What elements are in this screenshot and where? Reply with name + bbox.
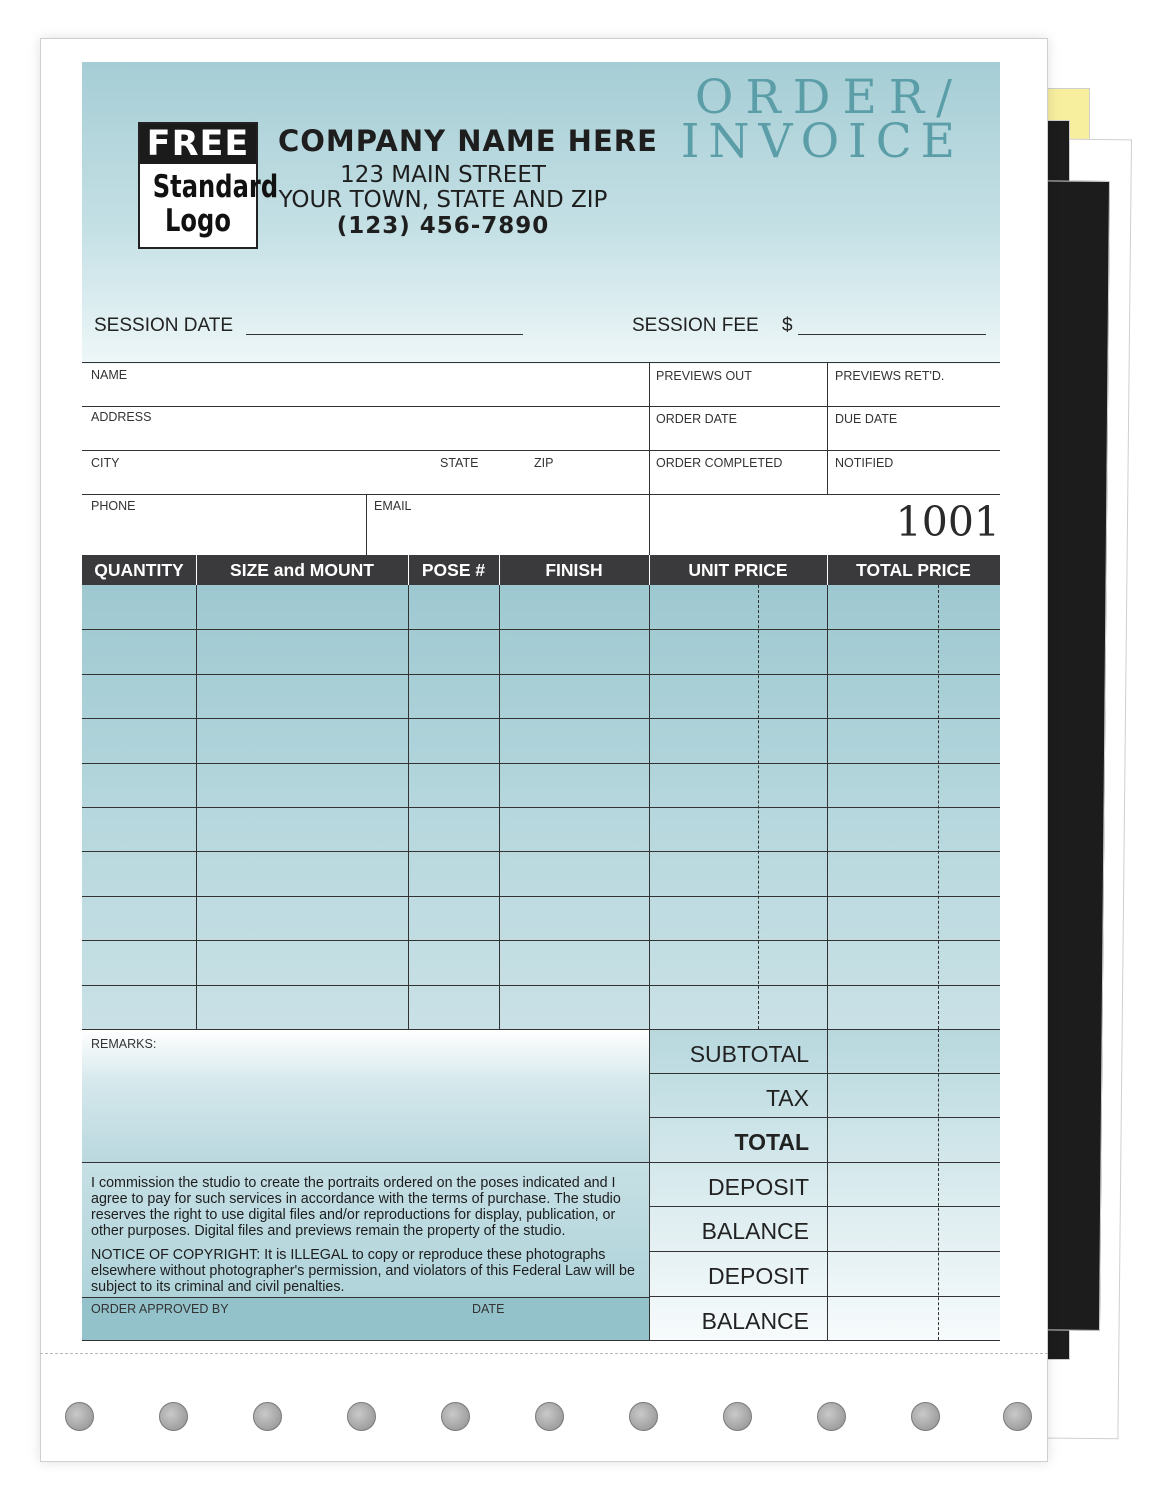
deposit-value-field-2[interactable] xyxy=(827,1251,1000,1296)
notified-field[interactable]: NOTIFIED xyxy=(835,456,894,470)
pinfeed-hole xyxy=(159,1402,188,1431)
table-row-rule xyxy=(82,674,1000,675)
info-rule-2 xyxy=(82,450,1000,451)
previews-retd-field[interactable]: PREVIEWS RET'D. xyxy=(835,369,945,383)
company-name: COMPANY NAME HERE xyxy=(278,124,658,158)
info-rule-1 xyxy=(82,406,1000,407)
total-value-field[interactable] xyxy=(827,1117,1000,1162)
session-date-field[interactable] xyxy=(246,334,523,335)
info-divider-right xyxy=(827,362,828,494)
pinfeed-hole xyxy=(1003,1402,1032,1431)
pinfeed-hole xyxy=(723,1402,752,1431)
invoice-number: 1001 xyxy=(895,498,1000,546)
header-separator xyxy=(499,555,500,585)
remarks-label: REMARKS: xyxy=(91,1037,157,1051)
order-date-field[interactable]: ORDER DATE xyxy=(656,412,738,426)
deposit-value-field[interactable] xyxy=(827,1162,1000,1206)
session-fee-currency: $ xyxy=(782,315,793,336)
header-separator xyxy=(827,555,828,585)
logo-line-logo: Logo xyxy=(165,203,231,239)
logo-free-text: FREE xyxy=(140,124,256,164)
balance-label-2: BALANCE xyxy=(701,1308,809,1334)
table-row-rule xyxy=(82,896,1000,897)
balance-label: BALANCE xyxy=(701,1218,809,1244)
items-table-body[interactable] xyxy=(82,585,1000,1029)
phone-field[interactable]: PHONE xyxy=(91,499,136,513)
header-unit-price: UNIT PRICE xyxy=(688,560,788,580)
address-field[interactable]: ADDRESS xyxy=(91,410,152,424)
header-quantity: QUANTITY xyxy=(94,560,184,580)
header-band xyxy=(82,62,1000,364)
table-row-rule xyxy=(82,985,1000,986)
table-row-rule xyxy=(82,940,1000,941)
pinfeed-hole xyxy=(535,1402,564,1431)
info-rule-3 xyxy=(82,494,1000,495)
header-finish: FINISH xyxy=(545,560,603,580)
header-size-mount: SIZE and MOUNT xyxy=(230,560,374,580)
city-field[interactable]: CITY xyxy=(91,456,120,470)
deposit-label: DEPOSIT xyxy=(708,1174,809,1200)
balance-value-field[interactable] xyxy=(827,1206,1000,1251)
logo-placeholder xyxy=(138,122,279,249)
name-field[interactable]: NAME xyxy=(91,368,128,382)
remarks-field[interactable] xyxy=(82,1029,649,1162)
items-table-header xyxy=(82,555,1000,585)
order-invoice-form xyxy=(82,62,1000,1342)
table-row-rule xyxy=(82,718,1000,719)
logo-standard-text xyxy=(152,169,279,239)
subtotal-label: SUBTOTAL xyxy=(689,1041,809,1067)
state-field[interactable]: STATE xyxy=(440,456,479,470)
session-date-label: SESSION DATE xyxy=(94,315,234,336)
approval-date-label: DATE xyxy=(472,1302,505,1316)
info-divider-main xyxy=(649,362,650,555)
tax-value-field[interactable] xyxy=(827,1073,1000,1117)
approval-field[interactable] xyxy=(82,1297,649,1341)
pinfeed-hole xyxy=(253,1402,282,1431)
deposit-label-2: DEPOSIT xyxy=(708,1263,809,1289)
pinfeed-hole xyxy=(65,1402,94,1431)
previews-out-field[interactable]: PREVIEWS OUT xyxy=(656,369,752,383)
pinfeed-hole xyxy=(911,1402,940,1431)
table-row-rule xyxy=(82,851,1000,852)
header-separator xyxy=(649,555,650,585)
order-approved-by-label: ORDER APPROVED BY xyxy=(91,1302,229,1316)
tax-label: TAX xyxy=(765,1085,809,1111)
info-top-rule xyxy=(82,362,1000,363)
company-phone: (123) 456-7890 xyxy=(336,213,550,239)
header-separator xyxy=(408,555,409,585)
info-divider-phone xyxy=(366,494,367,555)
commission-text: I commission the studio to create the portraits ordered on the poses indicated and I agree to pay for such services in accordance with the terms of purchase. The studio reserves the right to use digital files and/or reproductions for display, publication, or other purposes. Digital files and previews remain the property of the studio. xyxy=(91,1175,621,1239)
company-town: YOUR TOWN, STATE AND ZIP xyxy=(278,187,608,213)
company-street: 123 MAIN STREET xyxy=(340,162,546,188)
balance-value-field-2[interactable] xyxy=(827,1296,1000,1340)
zip-field[interactable]: ZIP xyxy=(534,456,554,470)
terms-section xyxy=(82,1162,649,1297)
title-order: ORDER/ xyxy=(694,70,964,125)
header-pose: POSE # xyxy=(421,560,486,580)
pinfeed-hole xyxy=(817,1402,846,1431)
copyright-notice: NOTICE OF COPYRIGHT: It is ILLEGAL to copy or reproduce these photographs elsewhere without photographer's permission, and violators of this Federal Law will be subject to its criminal and civil penalties. xyxy=(91,1247,635,1295)
logo-line-standard: Standard xyxy=(152,169,279,205)
table-row-rule xyxy=(82,807,1000,808)
table-row-rule xyxy=(82,629,1000,630)
header-separator xyxy=(196,555,197,585)
header-total-price: TOTAL PRICE xyxy=(856,560,971,580)
perforation-line xyxy=(40,1353,1048,1354)
table-row-rule xyxy=(82,763,1000,764)
pinfeed-hole xyxy=(629,1402,658,1431)
session-fee-label: SESSION FEE xyxy=(632,315,759,336)
form-bottom-rule xyxy=(82,1340,1000,1341)
email-field[interactable]: EMAIL xyxy=(374,499,412,513)
title-invoice: INVOICE xyxy=(680,114,964,169)
pinfeed-hole xyxy=(441,1402,470,1431)
total-label: TOTAL xyxy=(734,1129,809,1155)
subtotal-value-field[interactable] xyxy=(827,1029,1000,1073)
pinfeed-hole xyxy=(347,1402,376,1431)
due-date-field[interactable]: DUE DATE xyxy=(835,412,898,426)
session-fee-field[interactable] xyxy=(798,334,986,335)
order-completed-field[interactable]: ORDER COMPLETED xyxy=(656,456,783,470)
